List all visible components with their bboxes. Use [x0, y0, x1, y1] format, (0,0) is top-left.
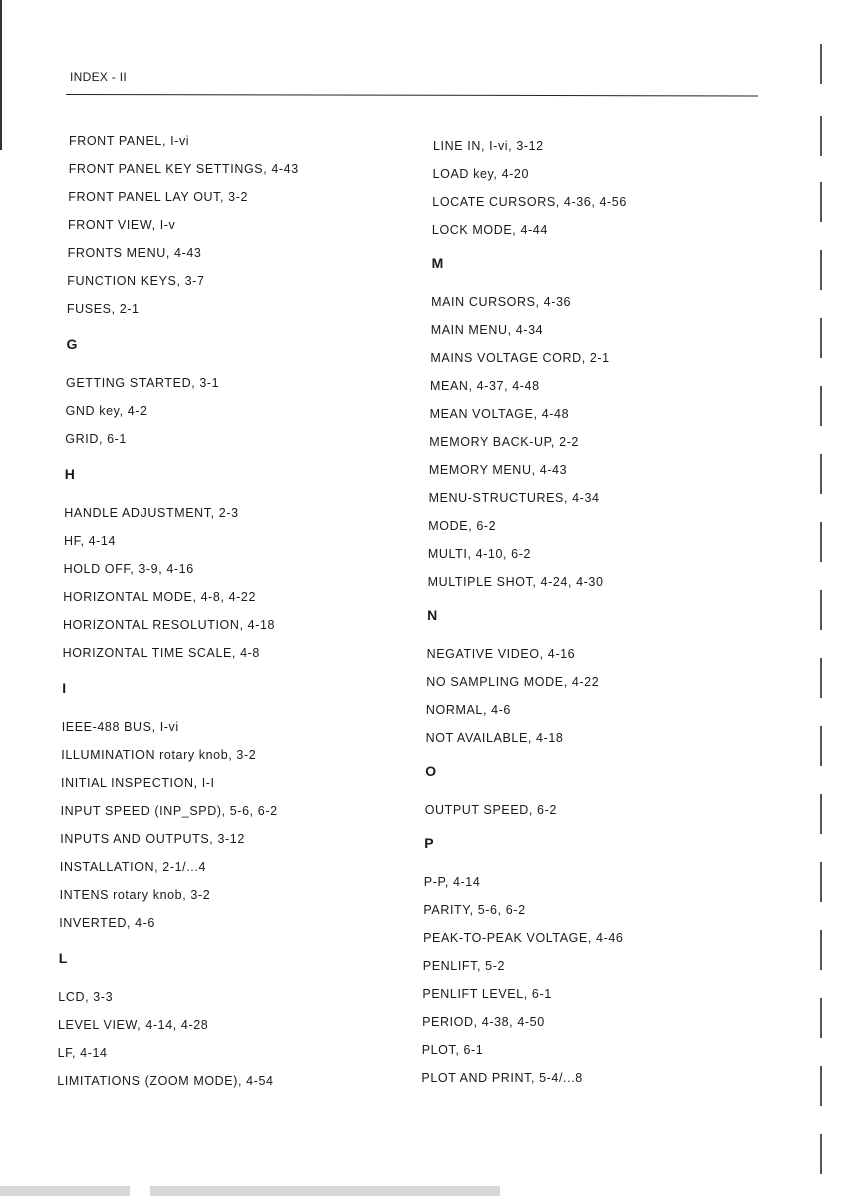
index-section-letter: G	[66, 336, 78, 352]
index-entry: LF, 4-14	[57, 1046, 108, 1060]
binding-mark	[820, 794, 822, 834]
index-entry: PERIOD, 4-38, 4-50	[422, 1015, 545, 1029]
index-entry: FRONT PANEL KEY SETTINGS, 4-43	[68, 162, 299, 176]
index-entry: OUTPUT SPEED, 6-2	[424, 803, 557, 817]
index-entry: MAIN CURSORS, 4-36	[431, 295, 572, 309]
index-entry: LOCATE CURSORS, 4-36, 4-56	[432, 195, 627, 209]
page-header: INDEX - II	[70, 70, 128, 84]
index-entry: INVERTED, 4-6	[59, 916, 155, 930]
index-section-letter: M	[431, 255, 444, 271]
index-entry: INSTALLATION, 2-1/...4	[59, 860, 207, 874]
index-entry: GETTING STARTED, 3-1	[66, 376, 220, 390]
binding-mark	[820, 1066, 822, 1106]
index-section-letter: P	[424, 835, 434, 851]
index-entry: GRID, 6-1	[65, 432, 127, 446]
index-entry: HORIZONTAL MODE, 4-8, 4-22	[63, 590, 257, 604]
index-entry: PENLIFT LEVEL, 6-1	[422, 987, 552, 1001]
index-entry: LEVEL VIEW, 4-14, 4-28	[58, 1018, 209, 1032]
index-entry: MULTIPLE SHOT, 4-24, 4-30	[427, 575, 604, 589]
index-entry: MAIN MENU, 4-34	[430, 323, 544, 337]
binding-mark	[820, 1134, 822, 1174]
binding-mark	[820, 930, 822, 970]
index-entry: MODE, 6-2	[428, 519, 497, 533]
binding-mark	[820, 182, 822, 222]
binding-mark	[820, 116, 822, 156]
binding-mark	[820, 522, 822, 562]
index-entry: MEAN VOLTAGE, 4-48	[429, 407, 570, 421]
index-entry: NOT AVAILABLE, 4-18	[425, 731, 564, 745]
binding-mark	[820, 862, 822, 902]
index-section-letter: O	[425, 763, 437, 779]
index-entry: FUNCTION KEYS, 3-7	[67, 274, 205, 288]
index-section-letter: I	[62, 680, 67, 696]
binding-mark	[820, 454, 822, 494]
index-entry: PEAK-TO-PEAK VOLTAGE, 4-46	[423, 931, 624, 945]
index-entry: ILLUMINATION rotary knob, 3-2	[61, 748, 257, 762]
index-entry: INPUTS AND OUTPUTS, 3-12	[60, 832, 245, 846]
index-section-letter: N	[427, 607, 438, 623]
index-entry: HF, 4-14	[64, 534, 117, 548]
index-entry: FRONTS MENU, 4-43	[67, 246, 202, 260]
index-entry: LCD, 3-3	[58, 990, 114, 1004]
index-entry: P-P, 4-14	[423, 875, 481, 889]
index-entry: PLOT AND PRINT, 5-4/...8	[421, 1071, 583, 1085]
index-entry: MEMORY MENU, 4-43	[428, 463, 568, 477]
index-entry: INTENS rotary knob, 3-2	[59, 888, 211, 902]
index-entry: HORIZONTAL RESOLUTION, 4-18	[63, 618, 276, 632]
index-entry: IEEE-488 BUS, I-vi	[61, 720, 179, 734]
index-entry: FRONT PANEL LAY OUT, 3-2	[68, 190, 249, 204]
index-entry: LIMITATIONS (ZOOM MODE), 4-54	[57, 1074, 274, 1088]
index-entry: MENU-STRUCTURES, 4-34	[428, 491, 600, 505]
index-entry: GND key, 4-2	[65, 404, 148, 418]
index-entry: PENLIFT, 5-2	[422, 959, 506, 973]
index-entry: LOAD key, 4-20	[432, 167, 529, 181]
index-section-letter: H	[64, 466, 75, 482]
index-entry: FUSES, 2-1	[66, 302, 140, 316]
index-entry: HOLD OFF, 3-9, 4-16	[63, 562, 194, 576]
index-entry: HANDLE ADJUSTMENT, 2-3	[64, 506, 239, 520]
binding-mark	[820, 44, 822, 84]
binding-mark	[820, 318, 822, 358]
index-entry: MEAN, 4-37, 4-48	[430, 379, 540, 393]
binding-mark	[820, 590, 822, 630]
index-entry: INITIAL INSPECTION, I-I	[61, 776, 215, 790]
binding-mark	[820, 250, 822, 290]
index-entry: MAINS VOLTAGE CORD, 2-1	[430, 351, 610, 365]
index-entry: NORMAL, 4-6	[425, 703, 511, 717]
index-entry: FRONT VIEW, I-v	[68, 218, 176, 232]
index-entry: PARITY, 5-6, 6-2	[423, 903, 526, 917]
scan-smudge	[0, 1186, 130, 1196]
index-section-letter: L	[58, 950, 68, 966]
index-entry: NO SAMPLING MODE, 4-22	[426, 675, 600, 689]
index-entry: LOCK MODE, 4-44	[431, 223, 548, 237]
scan-smudge	[150, 1186, 500, 1196]
index-entry: NEGATIVE VIDEO, 4-16	[426, 647, 576, 661]
binding-mark	[820, 658, 822, 698]
index-entry: LINE IN, I-vi, 3-12	[433, 139, 544, 153]
index-entry: PLOT, 6-1	[421, 1043, 484, 1057]
index-entry: HORIZONTAL TIME SCALE, 4-8	[62, 646, 260, 660]
binding-mark	[820, 726, 822, 766]
binding-mark	[820, 998, 822, 1038]
index-entry: MEMORY BACK-UP, 2-2	[429, 435, 579, 449]
binding-mark	[820, 386, 822, 426]
index-entry: INPUT SPEED (INP_SPD), 5-6, 6-2	[60, 804, 278, 818]
index-entry: FRONT PANEL, I-vi	[69, 134, 190, 148]
index-entry: MULTI, 4-10, 6-2	[427, 547, 532, 561]
